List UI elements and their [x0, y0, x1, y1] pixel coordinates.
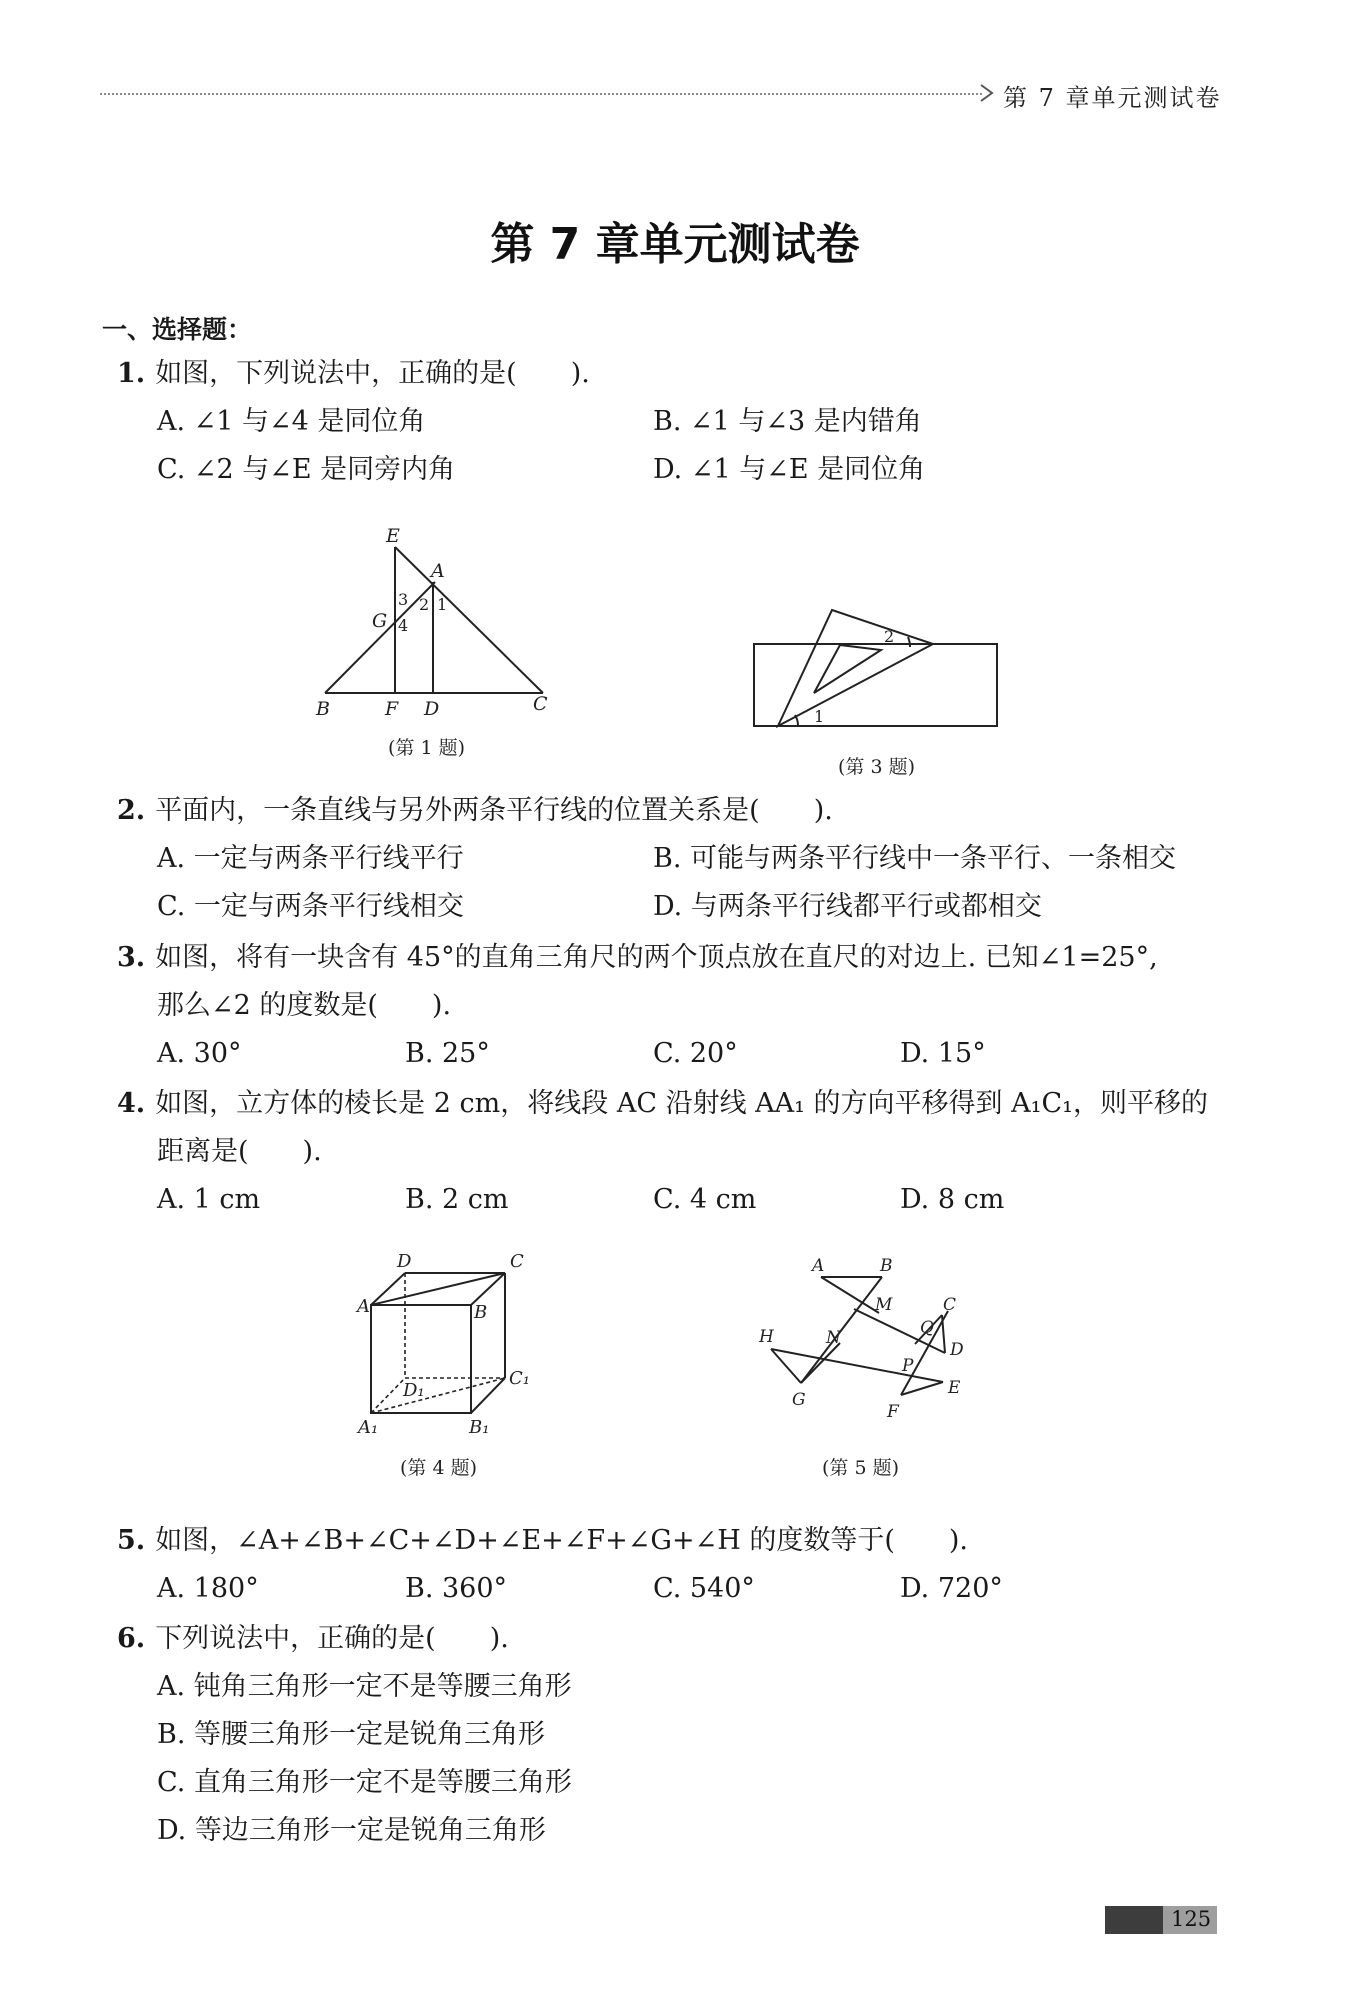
q3-option-c: C. 20° [653, 1038, 738, 1069]
figure-4-caption: (第 4 题) [400, 1457, 477, 1479]
q5-option-c: C. 540° [653, 1573, 755, 1604]
q6-option-d: D. 等边三角形一定是锐角三角形 [157, 1815, 546, 1846]
q4-option-c: C. 4 cm [653, 1184, 757, 1215]
question-3 [117, 941, 1158, 975]
figure-4-diagram [355, 1250, 555, 1440]
q1-option-b: B. ∠1 与∠3 是内错角 [653, 406, 922, 437]
q5-option-b: B. 360° [405, 1573, 508, 1604]
q2-option-d: D. 与两条平行线都平行或都相交 [653, 891, 1042, 922]
page-title: 第 7 章单元测试卷 [490, 219, 860, 270]
set-square-inner [814, 645, 881, 693]
figure-3-diagram [748, 595, 1008, 735]
label-E: E [948, 1378, 961, 1398]
q2-option-c: C. 一定与两条平行线相交 [157, 891, 464, 922]
label-Q: Q [920, 1318, 934, 1338]
label-B: B [880, 1256, 893, 1276]
q6-option-c: C. 直角三角形一定不是等腰三角形 [157, 1767, 572, 1798]
label-H: H [759, 1327, 774, 1347]
segment-ac [371, 1273, 505, 1305]
label-A: A [357, 1296, 370, 1317]
q1-option-d: D. ∠1 与∠E 是同位角 [653, 454, 926, 485]
label-C: C [533, 693, 548, 715]
q6-option-a: A. 钝角三角形一定不是等腰三角形 [157, 1671, 572, 1702]
question-number: 3. [117, 942, 146, 973]
question-number: 1. [117, 358, 146, 389]
q4-option-a: A. 1 cm [157, 1184, 261, 1215]
segment-gn [801, 1343, 840, 1383]
label-F: F [887, 1402, 899, 1422]
question-stem: 如图，立方体的棱长是 2 cm，将线段 AC 沿射线 AA₁ 的方向平移得到 A₁C₁，则平移的 [155, 1088, 1208, 1119]
figure-3-caption: (第 3 题) [838, 756, 915, 778]
label-C: C [943, 1295, 957, 1315]
question-number: 6. [117, 1623, 146, 1654]
label-D1: D₁ [403, 1380, 425, 1401]
q3-option-a: A. 30° [157, 1038, 242, 1069]
q5-option-d: D. 720° [900, 1573, 1003, 1604]
label-P: P [902, 1356, 914, 1376]
label-A: A [431, 560, 445, 582]
angle-label-4: 4 [398, 616, 409, 635]
question-stem: 平面内，一条直线与另外两条平行线的位置关系是( ). [155, 795, 833, 826]
page-tab-dark [1105, 1906, 1163, 1934]
q3-option-d: D. 15° [900, 1038, 986, 1069]
question-number: 4. [117, 1088, 146, 1119]
label-N: N [826, 1328, 841, 1348]
label-M: M [875, 1295, 893, 1315]
figure-5-diagram [755, 1250, 995, 1440]
figure-1-caption: (第 1 题) [388, 737, 465, 759]
label-C: C [510, 1251, 524, 1272]
label-A: A [812, 1256, 825, 1276]
section-heading: 一、选择题： [102, 315, 253, 344]
q4-option-d: D. 8 cm [900, 1184, 1005, 1215]
segment-am [821, 1277, 879, 1313]
figure-5-caption: (第 5 题) [822, 1457, 899, 1479]
label-F: F [385, 698, 399, 720]
q4-option-b: B. 2 cm [405, 1184, 509, 1215]
page-number: 125 [1171, 1907, 1212, 1931]
label-D: D [950, 1340, 964, 1360]
running-header-title: 第 7 章单元测试卷 [1003, 84, 1222, 112]
label-G: G [792, 1390, 806, 1410]
label-B: B [474, 1302, 488, 1323]
set-square-outer [778, 610, 933, 726]
angle-label-1: 1 [437, 595, 448, 614]
hidden-segment-a1c1 [371, 1378, 505, 1413]
question-stem: 如图，下列说法中，正确的是( ). [155, 358, 590, 389]
question-4 [117, 1087, 1208, 1121]
question-stem: 如图，将有一块含有 45°的直角三角尺的两个顶点放在直尺的对边上. 已知∠1=25°, [155, 942, 1158, 973]
q6-option-b: B. 等腰三角形一定是锐角三角形 [157, 1719, 546, 1750]
label-E: E [386, 525, 400, 547]
question-3-line-2: 那么∠2 的度数是( ). [157, 990, 452, 1021]
angle-arc-2 [908, 637, 910, 647]
figure-1-diagram [300, 520, 560, 720]
question-6 [117, 1622, 509, 1656]
q2-option-a: A. 一定与两条平行线平行 [157, 843, 464, 874]
label-A1: A₁ [358, 1417, 379, 1438]
angle-label-2: 2 [419, 595, 430, 614]
label-C1: C₁ [509, 1368, 530, 1389]
label-G: G [372, 610, 388, 632]
line-ec [395, 547, 543, 693]
question-number: 5. [117, 1525, 146, 1556]
header-arrow-icon [978, 83, 996, 103]
label-B: B [316, 698, 330, 720]
question-stem: 如图，∠A+∠B+∠C+∠D+∠E+∠F+∠G+∠H 的度数等于( ). [155, 1525, 968, 1556]
angle-label-3: 3 [398, 590, 409, 609]
label-B1: B₁ [469, 1417, 490, 1438]
q5-option-a: A. 180° [157, 1573, 259, 1604]
angle-label-2: 2 [884, 627, 895, 646]
ruler [754, 644, 997, 726]
angle-label-1: 1 [814, 707, 825, 726]
question-2 [117, 794, 833, 828]
page-number-tab [1105, 1906, 1217, 1934]
question-1 [117, 357, 590, 391]
question-4-line-2: 距离是( ). [157, 1136, 322, 1167]
q2-option-b: B. 可能与两条平行线中一条平行、一条相交 [653, 843, 1177, 874]
label-D: D [397, 1251, 412, 1272]
question-5 [117, 1524, 968, 1558]
label-D: D [424, 698, 440, 720]
q1-option-c: C. ∠2 与∠E 是同旁内角 [157, 454, 456, 485]
header-rule [100, 93, 982, 95]
question-number: 2. [117, 795, 146, 826]
q3-option-b: B. 25° [405, 1038, 490, 1069]
question-stem: 下列说法中，正确的是( ). [155, 1623, 509, 1654]
q1-option-a: A. ∠1 与∠4 是同位角 [157, 406, 426, 437]
